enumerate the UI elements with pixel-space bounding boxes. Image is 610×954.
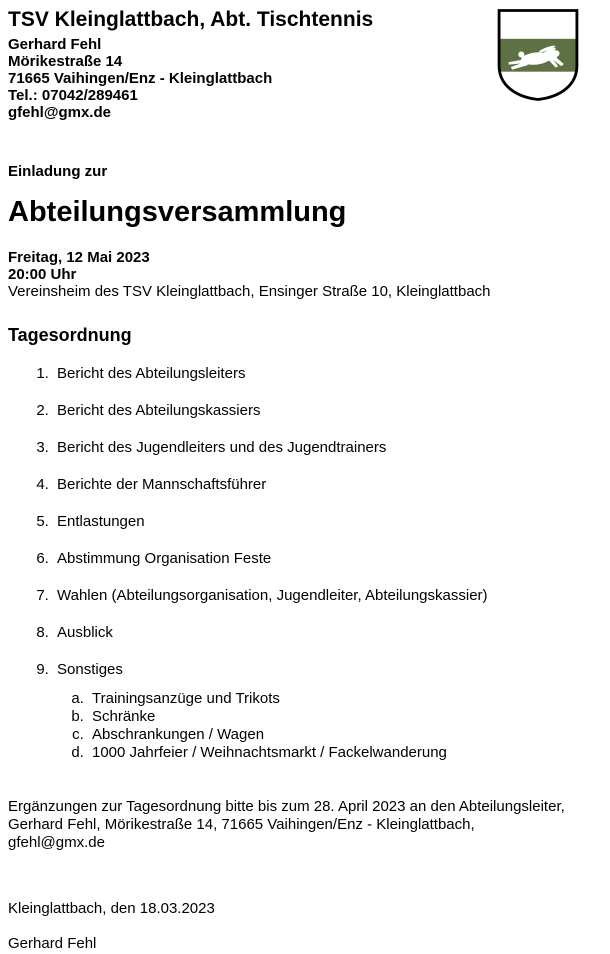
agenda-sub-item-d: d. 1000 Jahrfeier / Weihnachtsmarkt / Fackelwanderung xyxy=(88,744,602,762)
event-time: 20:00 Uhr xyxy=(8,266,77,283)
agenda-item-7: 7. Wahlen (Abteilungsorganisation, Jugendleiter, Abteilungskassier) xyxy=(53,587,602,604)
agenda-item-1: 1. Bericht des Abteilungsleiters xyxy=(53,365,602,382)
agenda-item-6: 6. Abstimmung Organisation Feste xyxy=(53,550,602,567)
place-and-date: Kleinglattbach, den 18.03.2023 xyxy=(8,900,215,917)
agenda-item-3: 3. Bericht des Jugendleiters und des Jugendtrainers xyxy=(53,439,602,456)
agenda-item-9: 9. Sonstiges xyxy=(53,661,602,678)
amendments-note-line: gfehl@gmx.de xyxy=(8,834,105,851)
agenda-item-2: 2. Bericht des Abteilungskassiers xyxy=(53,402,602,419)
event-location: Vereinsheim des TSV Kleinglattbach, Ensinger Straße 10, Kleinglattbach xyxy=(8,283,491,300)
agenda-item-5: 5. Entlastungen xyxy=(53,513,602,530)
agenda-list xyxy=(8,365,602,678)
coat-of-arms-icon xyxy=(497,9,579,101)
signature-name: Gerhard Fehl xyxy=(8,935,97,952)
document-title: TSV Kleinglattbach, Abt. Tischtennis xyxy=(8,8,374,31)
amendments-note xyxy=(8,798,602,852)
amendments-note-line: Gerhard Fehl, Mörikestraße 14, 71665 Vaihingen/Enz - Kleinglattbach, xyxy=(8,816,475,833)
sender-street: Mörikestraße 14 xyxy=(8,53,123,70)
event-details xyxy=(8,249,602,300)
amendments-note-line: Ergänzungen zur Tagesordnung bitte bis zum 28. April 2023 an den Abteilungsleiter, xyxy=(8,798,565,815)
sender-phone: Tel.: 07042/289461 xyxy=(8,87,138,104)
agenda-sub-item-a: a. Trainingsanzüge und Trikots xyxy=(88,690,602,708)
invitation-intro: Einladung zur xyxy=(8,163,108,180)
agenda-item-4: 4. Berichte der Mannschaftsführer xyxy=(53,476,602,493)
agenda-heading: Tagesordnung xyxy=(8,325,132,345)
sender-email: gfehl@gmx.de xyxy=(8,104,111,121)
agenda-sub-item-c: c. Abschrankungen / Wagen xyxy=(88,726,602,744)
agenda-item-8: 8. Ausblick xyxy=(53,624,602,641)
sender-city: 71665 Vaihingen/Enz - Kleinglattbach xyxy=(8,70,273,87)
event-date: Freitag, 12 Mai 2023 xyxy=(8,249,150,266)
agenda-sub-item-b: b. Schränke xyxy=(88,708,602,726)
sender-name: Gerhard Fehl xyxy=(8,36,102,53)
meeting-heading: Abteilungsversammlung xyxy=(8,196,347,228)
agenda-sub-list xyxy=(8,690,602,762)
